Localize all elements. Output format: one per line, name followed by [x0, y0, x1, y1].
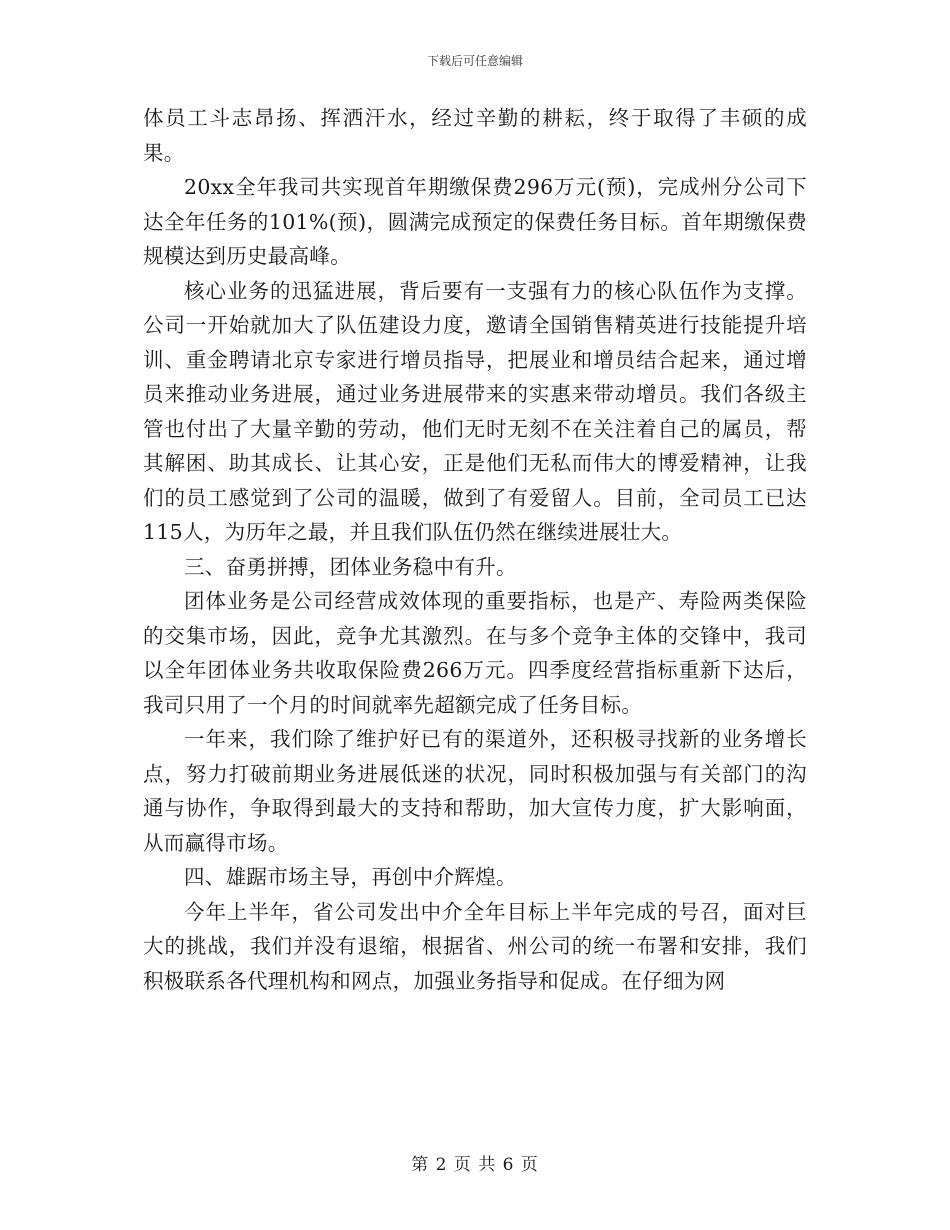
section-heading-group-business: 三、奋勇拼搏，团体业务稳中有升。 — [184, 554, 517, 579]
paragraph-group-business: 团体业务是公司经营成效体现的重要指标，也是产、寿险两类保险的交集市场，因此，竞争尤其激烈。在与多个竞争主体的交锋中，我司以全年团体业务共收取保险费266万元。四季度经营指标重新下达后，我司只用了一个月的时间就率先超额完成了任务目标。 — [143, 589, 807, 717]
paragraph-continued: 体员工斗志昂扬、挥洒汗水，经过辛勤的耕耘，终于取得了丰硕的成果。 — [143, 106, 807, 165]
paragraph-new-growth: 一年来，我们除了维护好已有的渠道外，还积极寻找新的业务增长点，努力打破前期业务进展低迷的状况，同时积极加强与有关部门的沟通与协作，争取得到最大的支持和帮助，加大宣传力度，扩大影响面，从而赢得市场。 — [143, 727, 807, 855]
paragraph-team-building: 核心业务的迅猛进展，背后要有一支强有力的核心队伍作为支撑。公司一开始就加大了队伍建设力度，邀请全国销售精英进行技能提升培训、重金聘请北京专家进行增员指导，把展业和增员结合起来，通过增员来推动业务进展，通过业务进展带来的实惠来带动增员。我们各级主管也付出了大量辛勤的劳动，他们无时无刻不在关注着自己的属员，帮其解困、助其成长、让其心安，正是他们无私而伟大的博爱精神，让我们的员工感觉到了公司的温暖，做到了有爱留人。目前，全司员工已达115人，为历年之最，并且我们队伍仍然在继续进展壮大。 — [143, 278, 807, 544]
paragraph-premium-results: 20xx全年我司共实现首年期缴保费296万元(预)，完成州分公司下达全年任务的101%(预)，圆满完成预定的保费任务目标。首年期缴保费规模达到历史最高峰。 — [143, 175, 807, 268]
document-body — [143, 101, 807, 998]
page-footer: 第 2 页 共 6 页 — [411, 1155, 539, 1175]
section-heading-intermediary: 四、雄踞市场主导，再创中介辉煌。 — [184, 865, 517, 889]
paragraph-intermediary: 今年上半年，省公司发出中介全年目标上半年完成的号召，面对巨大的挑战，我们并没有退缩，根据省、州公司的统一布署和安排，我们积极联系各代理机构和网点，加强业务指导和促成。在仔细为网 — [143, 899, 807, 993]
page-header: 下载后可任意编辑 — [426, 54, 523, 68]
